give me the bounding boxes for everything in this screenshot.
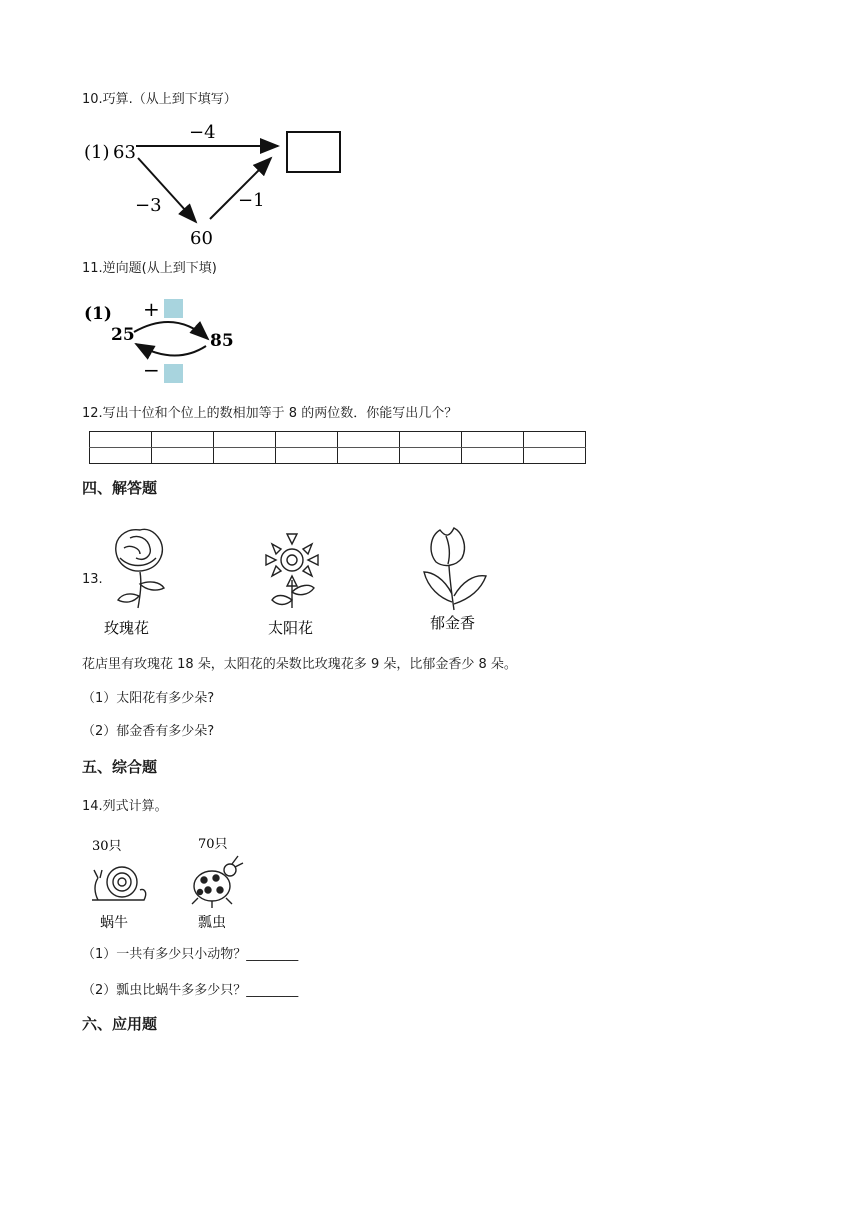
q12-cell[interactable] xyxy=(214,432,276,448)
q12-cell[interactable] xyxy=(152,448,214,464)
q10-left-operation: −3 xyxy=(135,195,162,216)
flower-label-tulip: 郁金香 xyxy=(430,614,476,632)
q14-title: 14.列式计算。 xyxy=(82,799,168,814)
q14-subquestion-1: （1）一共有多少只小动物？________ xyxy=(82,947,299,962)
q10-top-operation: −4 xyxy=(189,122,216,143)
q10-answer-box[interactable] xyxy=(287,132,340,172)
q11-minus-sign: − xyxy=(143,358,160,382)
q14-subquestion-2: （2）瓢虫比蜗牛多多少只？________ xyxy=(82,983,299,998)
ladybug-icon xyxy=(192,856,243,908)
q12-cell[interactable] xyxy=(462,448,524,464)
q12-cell[interactable] xyxy=(400,432,462,448)
snail-icon xyxy=(92,867,146,900)
flower-label-rose: 玫瑰花 xyxy=(104,619,150,637)
q11-forward-arrow xyxy=(134,322,208,339)
q11-left-number: 25 xyxy=(111,325,135,345)
q12-cell[interactable] xyxy=(214,448,276,464)
q11-diagram xyxy=(80,294,240,386)
snail-label: 蜗牛 xyxy=(100,915,128,931)
q12-cell[interactable] xyxy=(338,448,400,464)
q13-subquestion-2: （2）郁金香有多少朵? xyxy=(82,724,215,739)
q11-top-blank[interactable] xyxy=(164,299,183,318)
q10-middle-number: 60 xyxy=(190,228,213,248)
q12-cell[interactable] xyxy=(152,432,214,448)
q12-cell[interactable] xyxy=(462,432,524,448)
q12-cell[interactable] xyxy=(276,432,338,448)
q11-plus-sign: + xyxy=(143,297,160,321)
q13-subquestion-1: （1）太阳花有多少朵? xyxy=(82,691,215,706)
flower-label-sunflower: 太阳花 xyxy=(268,619,314,637)
ladybug-label: 瓢虫 xyxy=(198,915,226,931)
q13-number: 13. xyxy=(82,572,103,587)
q14-animals-image xyxy=(82,830,244,934)
q12-cell[interactable] xyxy=(400,448,462,464)
q11-bottom-blank[interactable] xyxy=(164,364,183,383)
q10-diagram xyxy=(80,118,360,248)
q12-cell[interactable] xyxy=(90,432,152,448)
q10-start-number: 63 xyxy=(113,142,136,163)
q12-cell[interactable] xyxy=(524,432,586,448)
q10-right-operation: −1 xyxy=(238,190,265,211)
q11-right-number: 85 xyxy=(210,331,234,351)
q12-title: 12.写出十位和个位上的数相加等于 8 的两位数．你能写出几个？ xyxy=(82,406,458,421)
q10-title: 10.巧算.（从上到下填写） xyxy=(82,92,237,107)
q12-cell[interactable] xyxy=(338,432,400,448)
q10-part-label: (1) xyxy=(84,142,110,163)
snail-count: 30只 xyxy=(92,839,122,854)
q11-title: 11.逆向题(从上到下填) xyxy=(82,261,217,276)
q12-cell[interactable] xyxy=(90,448,152,464)
q13-problem-text: 花店里有玫瑰花 18 朵，太阳花的朵数比玫瑰花多 9 朵，比郁金香少 8 朵。 xyxy=(82,657,517,672)
section4-heading: 四、解答题 xyxy=(82,479,158,497)
tulip-icon xyxy=(424,528,486,610)
rose-icon xyxy=(116,529,164,608)
section5-heading: 五、综合题 xyxy=(82,758,158,776)
section6-heading: 六、应用题 xyxy=(82,1015,158,1033)
q11-part-label: (1) xyxy=(84,304,112,324)
sunflower-icon xyxy=(266,534,318,608)
ladybug-count: 70只 xyxy=(198,837,228,852)
q12-cell[interactable] xyxy=(276,448,338,464)
q12-answer-table xyxy=(89,431,586,464)
q12-cell[interactable] xyxy=(524,448,586,464)
q11-backward-arrow xyxy=(136,344,206,356)
q13-flowers-image xyxy=(100,522,500,640)
